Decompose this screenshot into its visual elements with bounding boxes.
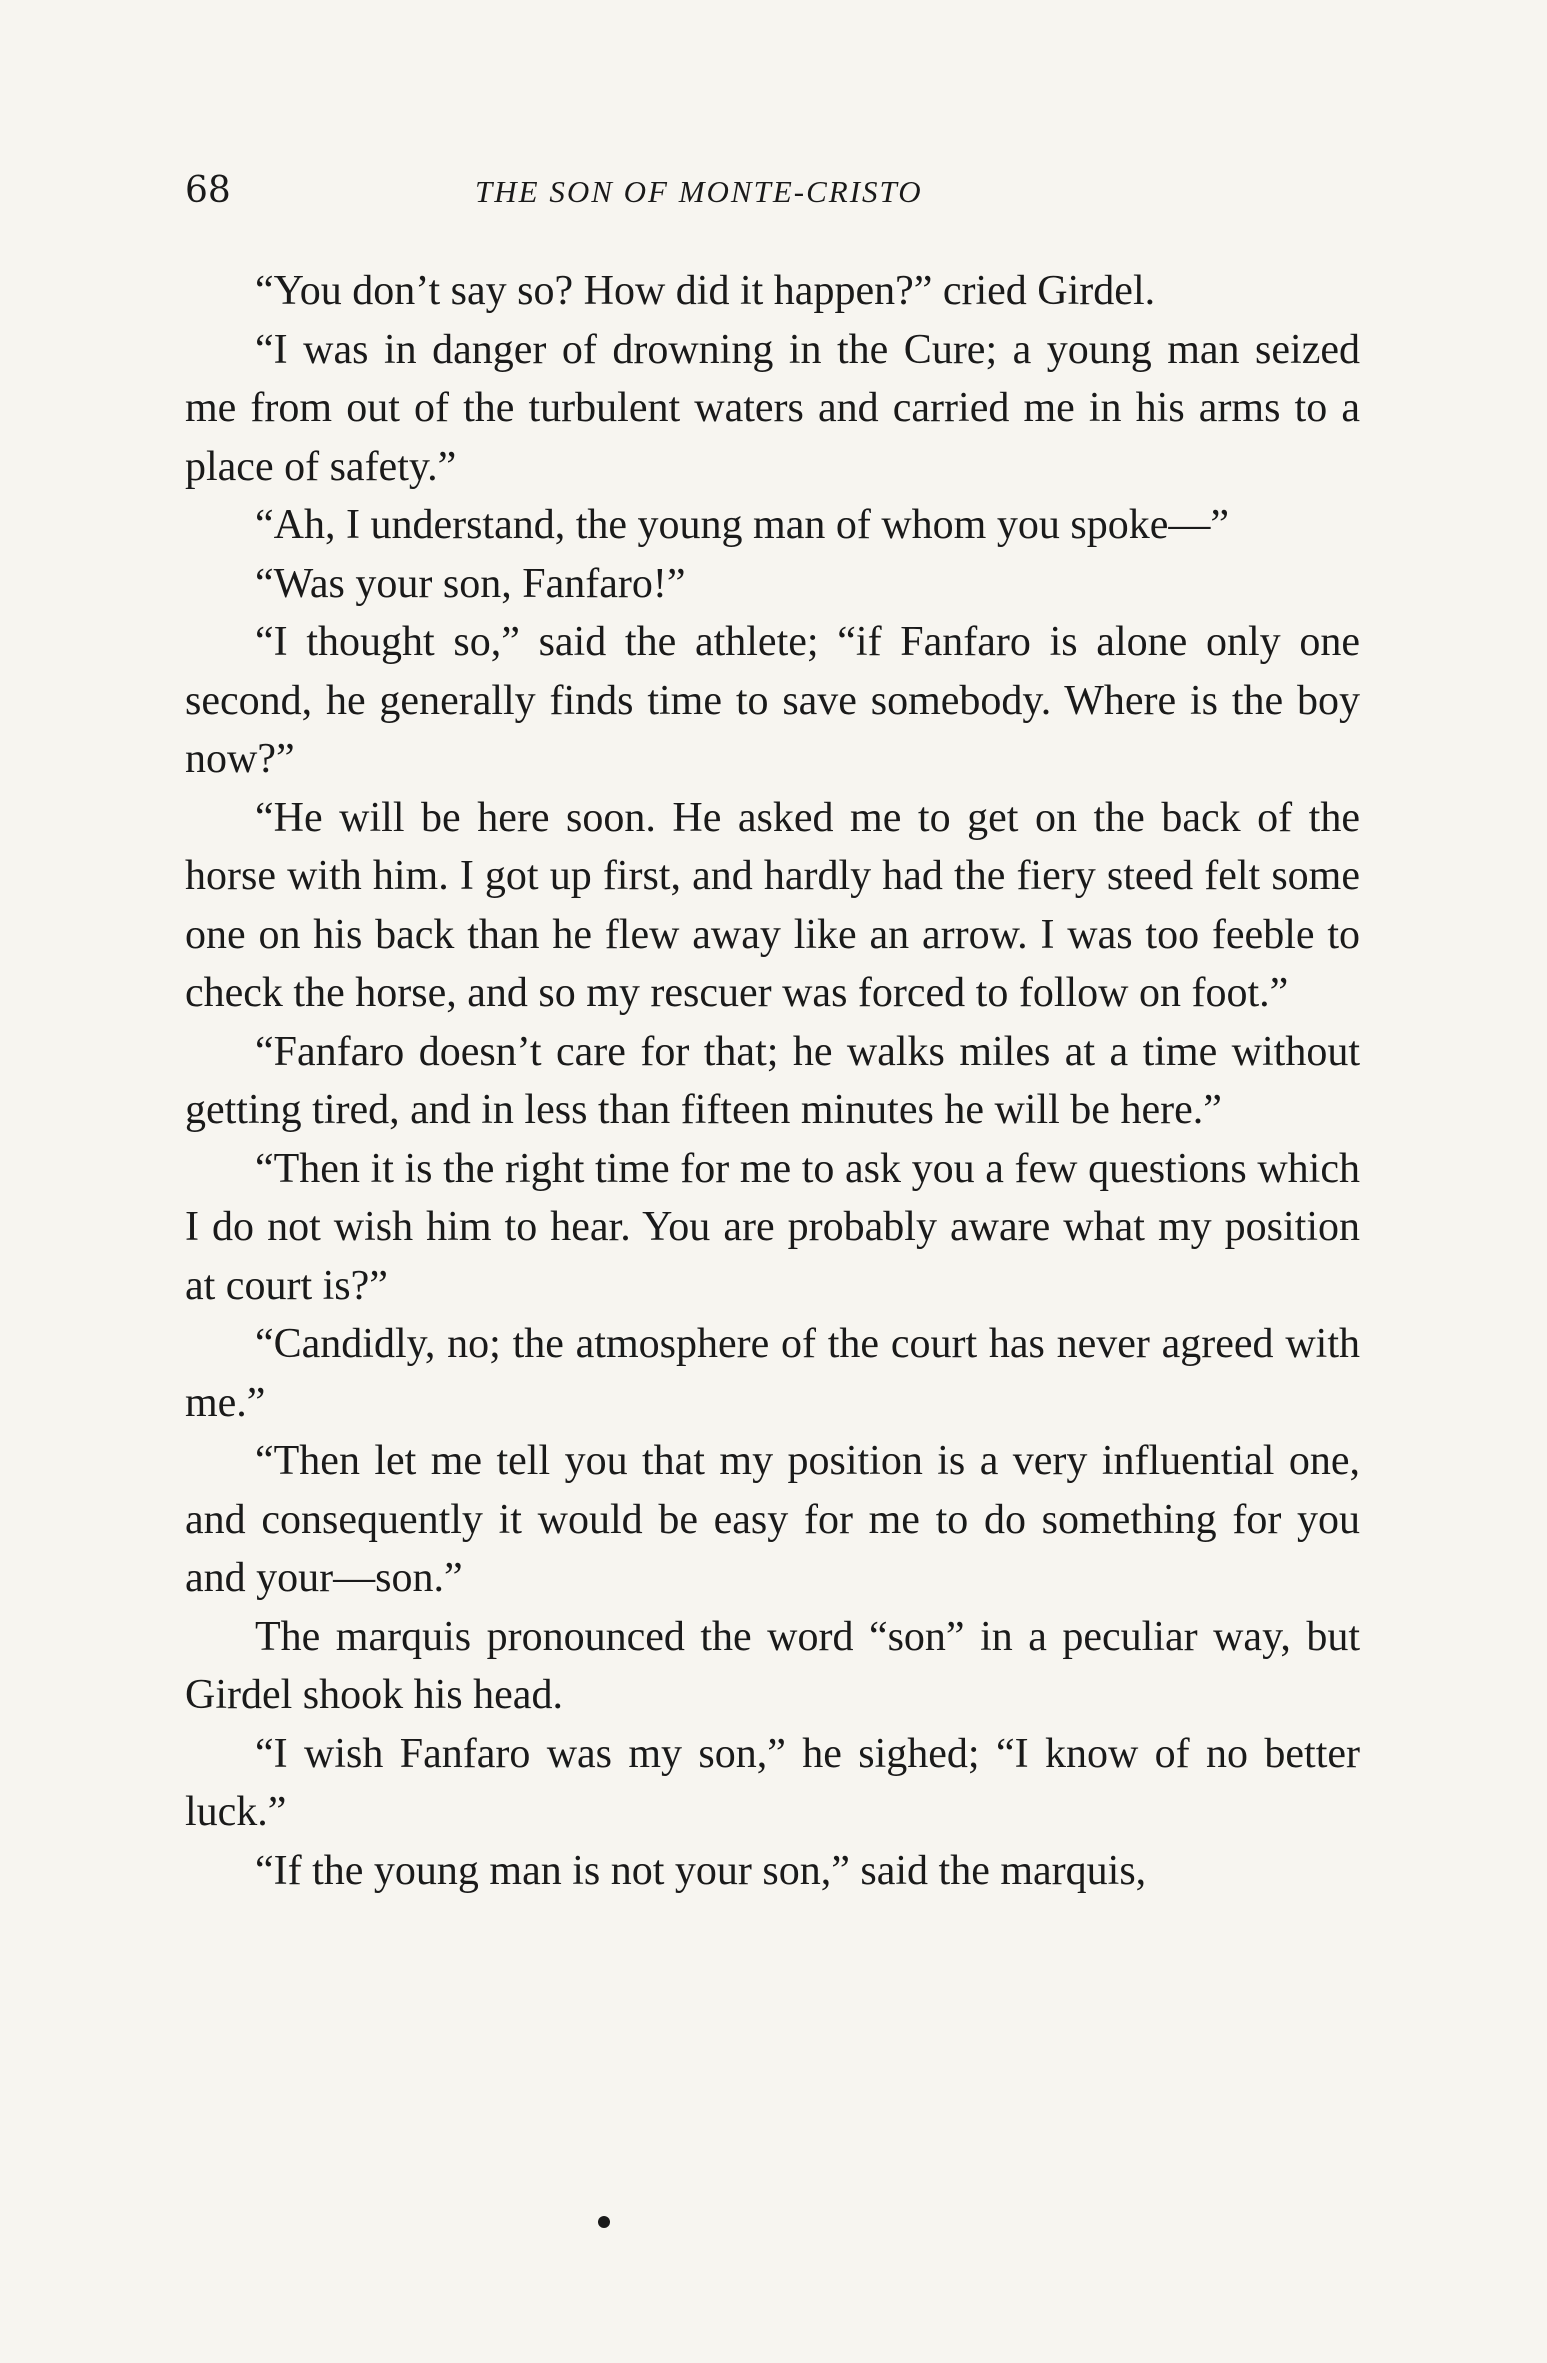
body-text [185, 262, 1360, 1900]
page-header [185, 170, 1360, 230]
running-title: THE SON OF MONTE-CRISTO [475, 174, 923, 209]
paragraph: “You don’t say so? How did it happen?” cried Girdel. [255, 268, 1156, 314]
paragraph: “Then let me tell you that my position is a very influential one, and consequently it would be easy for me to do something for you and your—son.” [185, 1438, 1360, 1601]
paragraph: “Ah, I understand, the young man of whom you spoke—” [255, 502, 1229, 548]
paragraph: “Then it is the right time for me to ask you a few questions which I do not wish him to hear. You are probably aware what my position at court is?” [185, 1145, 1360, 1309]
paragraph: “Was your son, Fanfaro!” [255, 560, 686, 607]
paragraph: “I wish Fanfaro was my son,” he sighed; “I know of no better luck.” [185, 1730, 1360, 1835]
paragraph: “If the young man is not your son,” said the marquis, [255, 1847, 1147, 1894]
paragraph: “He will be here soon. He asked me to get on the back of the horse with him. I got up first, and hardly had the fiery steed felt some one on his back than he flew away like an arrow. I was too feeble to check the horse, and so my rescuer was forced to follow on foot.” [185, 794, 1360, 1016]
paragraph: “Fanfaro doesn’t care for that; he walks miles at a time without getting tired, and in less than fifteen minutes he will be here.” [185, 1028, 1360, 1133]
paragraph: “I was in danger of drowning in the Cure; a young man seized me from out of the turbulent waters and carried me in his arms to a place of safety.” [185, 326, 1360, 490]
paragraph: “Candidly, no; the atmosphere of the court has never agreed with me.” [185, 1321, 1360, 1426]
page-number: 68 [185, 170, 231, 211]
paragraph: The marquis pronounced the word “son” in a peculiar way, but Girdel shook his head. [185, 1613, 1360, 1718]
footer-dot-ornament [598, 2216, 610, 2228]
paragraph: “I thought so,” said the athlete; “if Fanfaro is alone only one second, he generally finds time to save somebody. Where is the boy now?” [185, 619, 1360, 782]
